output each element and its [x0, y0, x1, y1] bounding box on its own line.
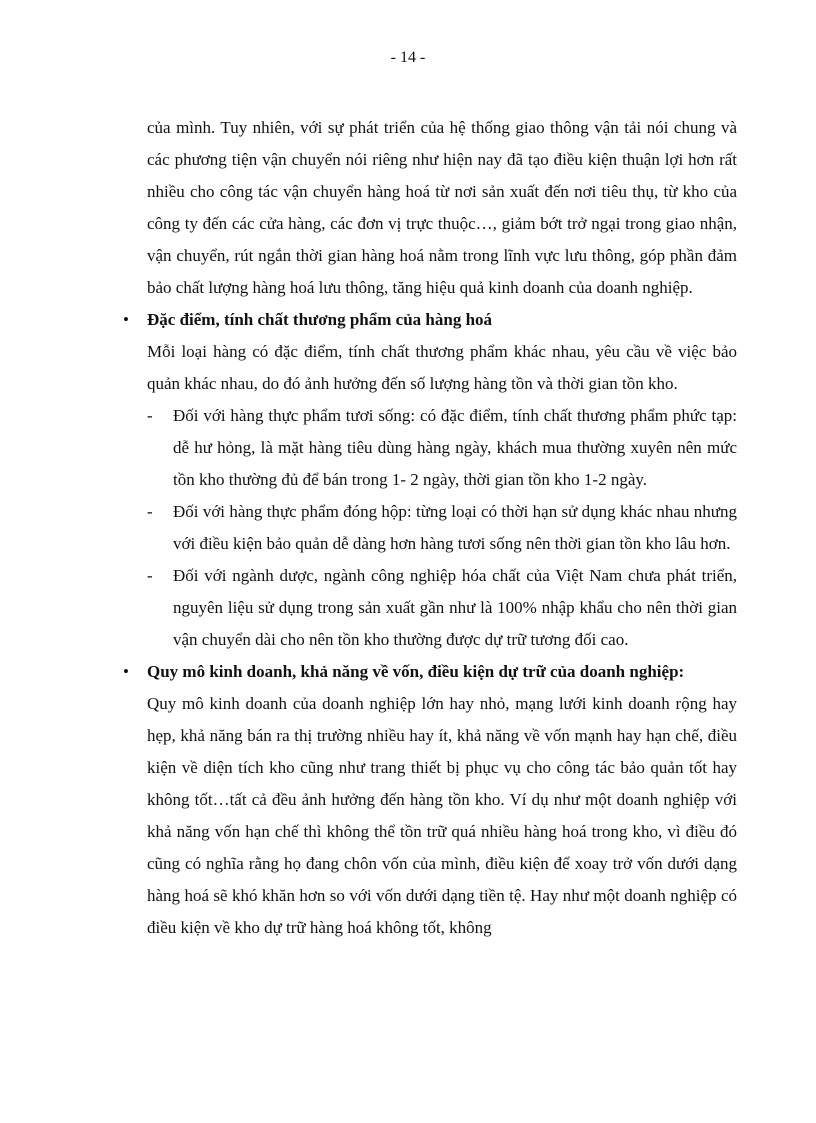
section-heading-text: Quy mô kinh doanh, khả năng về vốn, điều kiện dự trữ của doanh nghiệp: [147, 662, 685, 681]
section-business-scale [123, 656, 737, 944]
list-item [147, 496, 737, 560]
list-item-text: Đối với ngành dược, ngành công nghiệp hóa chất của Việt Nam chưa phát triển, nguyên liệu sử dụng trong sản xuất gần như là 100% nhập khẩu cho nên thời gian vận chuyển dài cho nên tồn kho thường được dự trữ tương đối cao. [173, 566, 737, 649]
bullet-icon: • [123, 310, 129, 329]
page-number: - 14 - [390, 49, 426, 66]
dash-list [147, 400, 737, 656]
intro-paragraph: của mình. Tuy nhiên, với sự phát triển của hệ thống giao thông vận tải nói chung và các phương tiện vận chuyển nói riêng như hiện nay đã tạo điều kiện thuận lợi hơn rất nhiều cho công tác vận chuyển hàng hoá từ nơi sản xuất đến nơi tiêu thụ, từ kho của công ty đến các cửa hàng, các đơn vị trực thuộc…, giảm bớt trở ngại trong giao nhận, vận chuyển, rút ngắn thời gian hàng hoá nằm trong lĩnh vực lưu thông, góp phần đảm bảo chất lượng hàng hoá lưu thông, tăng hiệu quả kinh doanh của doanh nghiệp. [147, 118, 737, 297]
dash-marker: - [147, 406, 153, 425]
list-item-text: Đối với hàng thực phẩm đóng hộp: từng loại có thời hạn sử dụng khác nhau nhưng với điều kiện bảo quản dễ dàng hơn hàng tươi sống nên thời gian tồn kho lâu hơn. [173, 502, 737, 553]
list-item [147, 400, 737, 496]
list-item-text: Đối với hàng thực phẩm tươi sống: có đặc điểm, tính chất thương phẩm phức tạp: dễ hư hỏng, là mặt hàng tiêu dùng hàng ngày, khách mua thường xuyên nên mức tồn kho thường đủ để bán trong 1- 2 ngày, thời gian tồn kho 1-2 ngày. [173, 406, 737, 489]
section-product-characteristics [123, 304, 737, 656]
section-heading-text: Đặc điểm, tính chất thương phẩm của hàng hoá [147, 310, 493, 329]
list-item [147, 560, 737, 656]
dash-marker: - [147, 566, 153, 585]
dash-marker: - [147, 502, 153, 521]
bullet-icon: • [123, 662, 129, 681]
section-body: Mỗi loại hàng có đặc điểm, tính chất thương phẩm khác nhau, yêu cầu về việc bảo quản khác nhau, do đó ảnh hưởng đến số lượng hàng tồn và thời gian tồn kho. [147, 342, 737, 393]
section-heading [123, 656, 737, 688]
document-body [123, 112, 737, 944]
section-heading [123, 304, 737, 336]
section-body: Quy mô kinh doanh của doanh nghiệp lớn hay nhỏ, mạng lưới kinh doanh rộng hay hẹp, khả năng bán ra thị trường nhiều hay ít, khả năng về vốn mạnh hay hạn chế, điều kiện về diện tích kho cũng như trang thiết bị phục vụ cho công tác bảo quản tốt hay không tốt…tất cả đều ảnh hưởng đến hàng tồn kho. Ví dụ như một doanh nghiệp với khả năng vốn hạn chế thì không thể tồn trữ quá nhiều hàng hoá trong kho, vì điều đó cũng có nghĩa rằng họ đang chôn vốn của mình, điều kiện để xoay trở vốn dưới dạng hàng hoá sẽ khó khăn hơn so với vốn dưới dạng tiền tệ. Hay như một doanh nghiệp có điều kiện về kho dự trữ hàng hoá không tốt, không [147, 694, 737, 937]
